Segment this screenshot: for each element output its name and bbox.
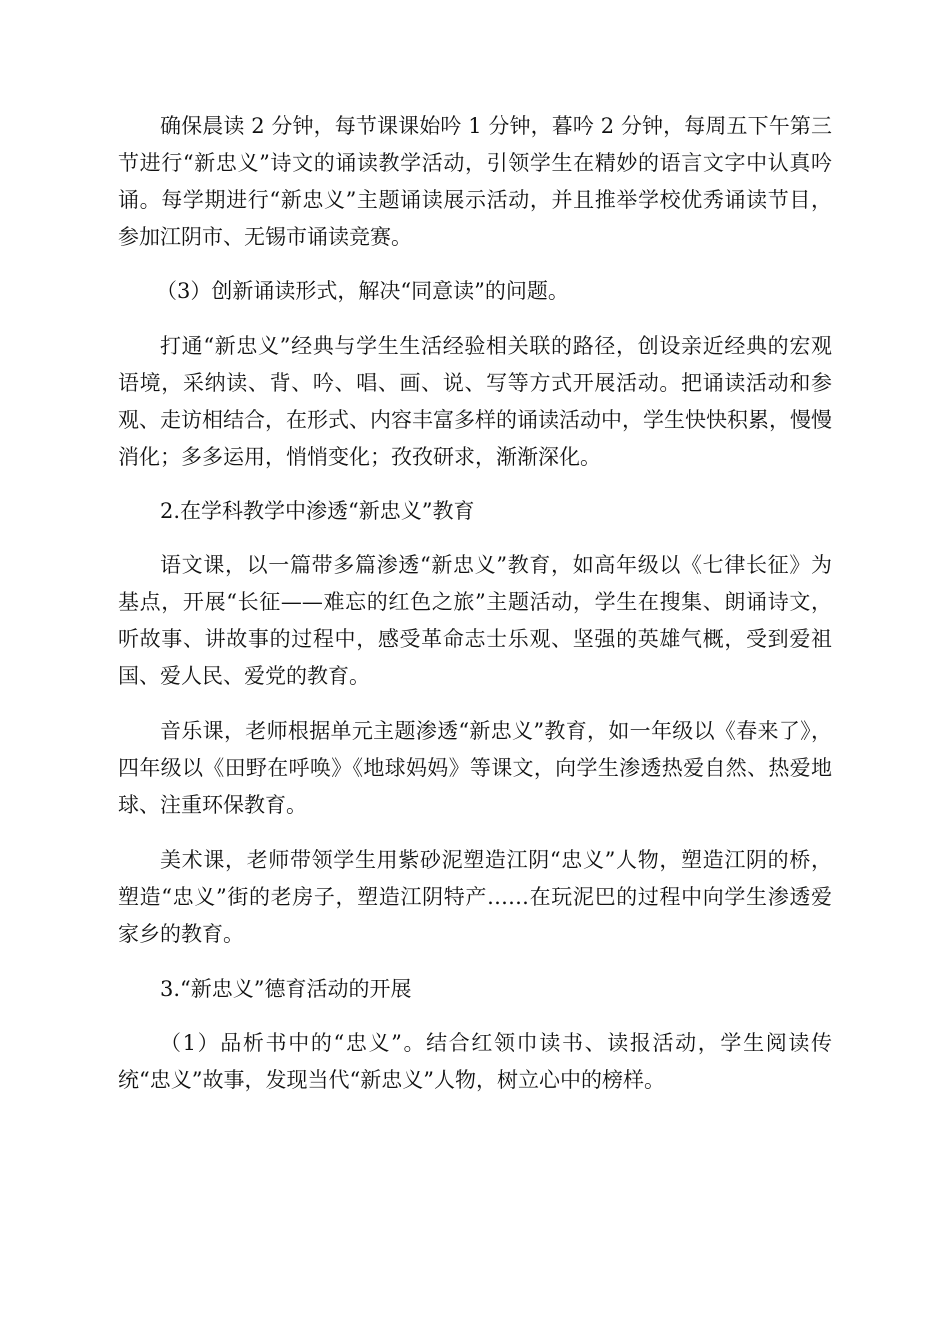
heading-moral-activities: 3.“新忠义”德育活动的开展 [160,977,412,1001]
paragraph-music-class: 音乐课，老师根据单元主题渗透“新忠义”教育，如一年级以《春来了》，四年级以《田野在呼唤》《地球妈妈》等课文，向学生渗透热爱自然、热爱地球、注重环保教育。 [118,719,832,817]
subheading-innovate-recitation: （3）创新诵读形式，解决“同意读”的问题。 [156,279,569,303]
paragraph-art-class: 美术课，老师带领学生用紫砂泥塑造江阴“忠义”人物，塑造江阴的桥，塑造“忠义”街的老房子，塑造江阴特产……在玩泥巴的过程中向学生渗透爱家乡的教育。 [118,848,832,946]
document-page [118,108,832,1099]
paragraph-recitation-schedule: 确保晨读 2 分钟，每节课课始吟 1 分钟，暮吟 2 分钟，每周五下午第三节进行“新忠义”诗文的诵读教学活动，引领学生在精妙的语言文字中认真吟诵。每学期进行“新忠义”主题诵读展示活动，并且推举学校优秀诵读节目，参加江阴市、无锡市诵读竞赛。 [118,114,832,249]
paragraph-chinese-class: 语文课，以一篇带多篇渗透“新忠义”教育，如高年级以《七律长征》为基点，开展“长征——难忘的红色之旅”主题活动，学生在搜集、朗诵诗文，听故事、讲故事的过程中，感受革命志士乐观、坚强的英雄气概，受到爱祖国、爱人民、爱党的教育。 [118,553,832,688]
heading-subject-teaching: 2.在学科教学中渗透“新忠义”教育 [160,499,475,523]
paragraph-reading-activities: （1）品析书中的“忠义”。结合红领巾读书、读报活动，学生阅读传统“忠义”故事，发现当代“新忠义”人物，树立心中的榜样。 [118,1031,832,1092]
paragraph-recitation-forms: 打通“新忠义”经典与学生生活经验相关联的路径，创设亲近经典的宏观语境，采纳读、背、吟、唱、画、说、写等方式开展活动。把诵读活动和参观、走访相结合，在形式、内容丰富多样的诵读活动中，学生快快积累，慢慢消化；多多运用，悄悄变化；孜孜研求，渐渐深化。 [118,334,832,469]
